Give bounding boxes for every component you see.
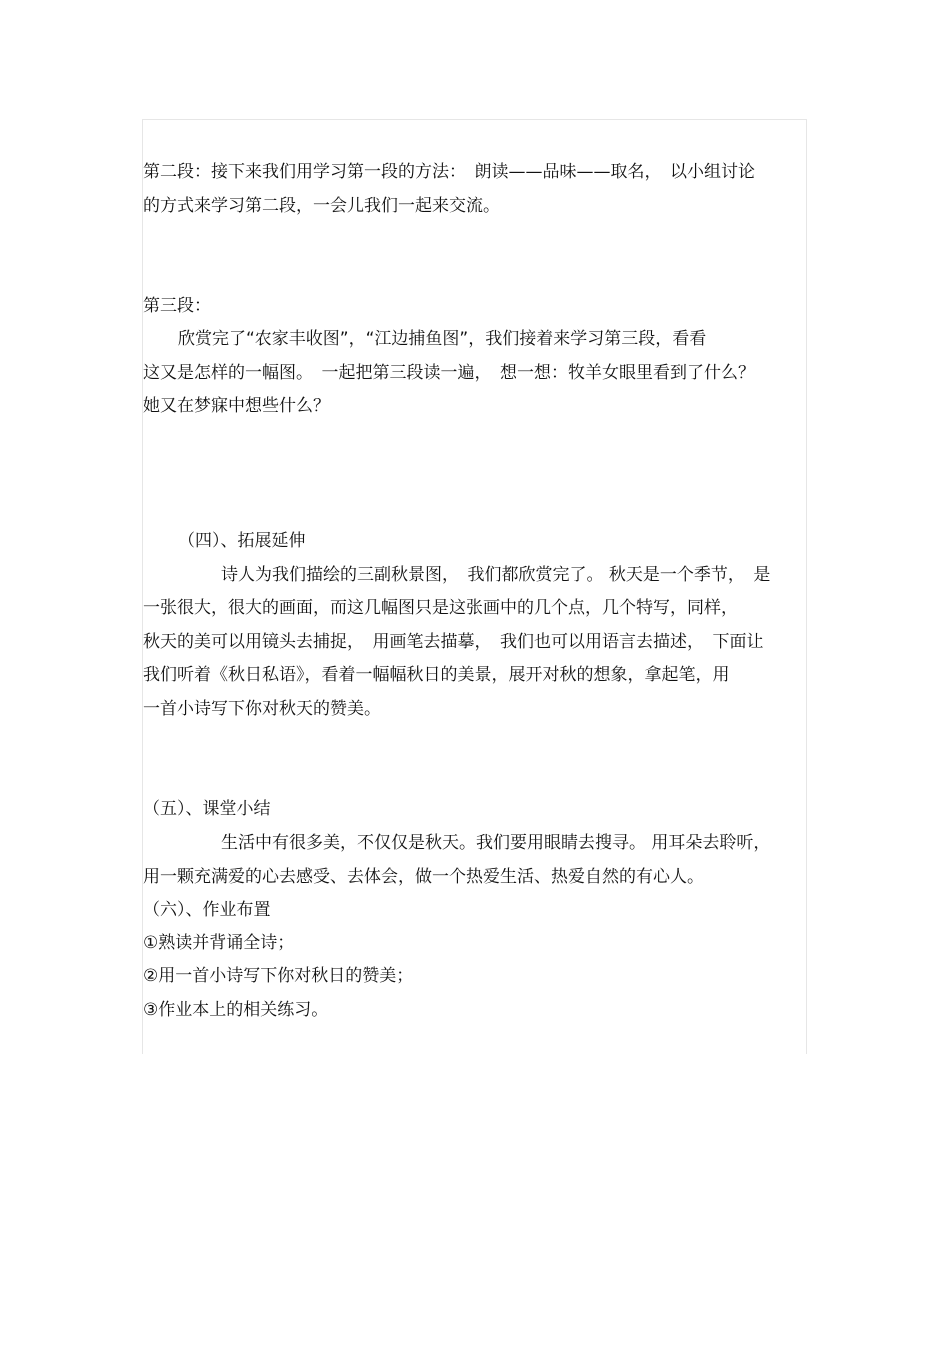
list-item: ③作业本上的相关练习。 (143, 1000, 329, 1020)
section4-line-4: 我们听着《秋日私语》，看着一幅幅秋日的美景，展开对秋的想象，拿起笔，用 (143, 665, 730, 685)
section3-line-1: 欣赏完了“农家丰收图”，“江边捕鱼图”，我们接着来学习第三段，看看 (178, 329, 707, 349)
section5-line-2: 用一颗充满爱的心去感受、去体会，做一个热爱生活、热爱自然的有心人。 (143, 867, 704, 887)
section4-heading: （四）、拓展延伸 (178, 531, 306, 551)
section2-line-2: 的方式来学习第二段，一会儿我们一起来交流。 (143, 196, 500, 216)
section4-line-2: 一张很大，很大的画面，而这几幅图只是这张画中的几个点，几个特写，同样， (143, 598, 738, 618)
section6-heading: （六）、作业布置 (143, 900, 271, 920)
section5-line-1: 生活中有很多美，不仅仅是秋天。我们要用眼睛去搜寻。 用耳朵去聆听， (221, 833, 771, 853)
section2-line-1: 第二段：接下来我们用学习第一段的方法： 朗读——品味——取名， 以小组讨论 (143, 162, 755, 182)
section4-line-5: 一首小诗写下你对秋天的赞美。 (143, 699, 381, 719)
section3-heading: 第三段： (143, 296, 211, 316)
section4-line-1: 诗人为我们描绘的三副秋景图， 我们都欣赏完了。 秋天是一个季节， 是 (221, 565, 771, 585)
list-item: ①熟读并背诵全诗； (143, 933, 295, 953)
list-item: ②用一首小诗写下你对秋日的赞美； (143, 966, 414, 986)
section3-line-2: 这又是怎样的一幅图。 一起把第三段读一遍， 想一想：牧羊女眼里看到了什么？ (143, 363, 755, 383)
section3-line-3: 她又在梦寐中想些什么？ (143, 396, 330, 416)
section4-line-3: 秋天的美可以用镜头去捕捉， 用画笔去描摹， 我们也可以用语言去描述， 下面让 (143, 632, 764, 652)
section5-heading: （五）、课堂小结 (143, 799, 271, 819)
